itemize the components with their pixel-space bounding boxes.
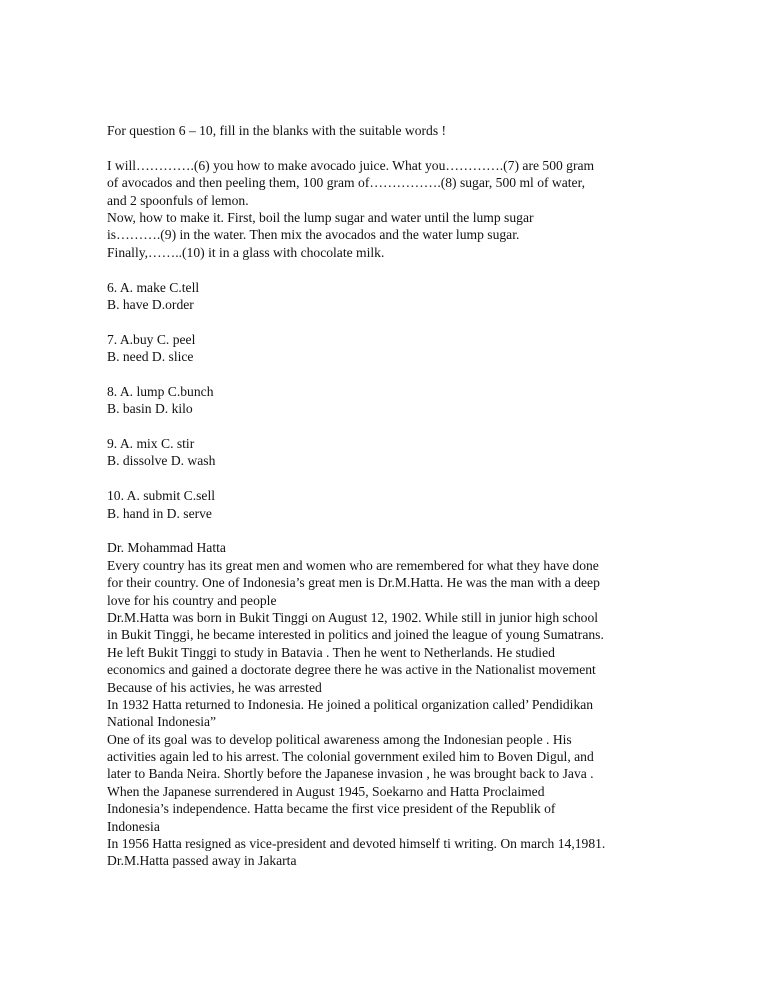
article-line: Dr.M.Hatta passed away in Jakarta — [107, 853, 297, 869]
instruction-text: For question 6 – 10, fill in the blanks with the suitable words ! — [107, 123, 447, 138]
article-line: One of its goal was to develop political awareness among the Indonesian people . His — [107, 731, 572, 747]
passage-line: of avocados and then peeling them, 100 gram of…………….(8) sugar, 500 ml of water, — [107, 175, 585, 191]
cloze-passage — [107, 157, 687, 261]
article-line: love for his country and people — [107, 592, 277, 608]
question-options-line: 7. A.buy C. peel — [107, 331, 196, 347]
article-line: In 1956 Hatta resigned as vice-president and devoted himself ti writing. On march 14,1981. — [107, 836, 606, 852]
question-options-line: 6. A. make C.tell — [107, 279, 200, 295]
article-line: When the Japanese surrendered in August 1945, Soekarno and Hatta Proclaimed — [107, 783, 545, 799]
question-options-line: 10. A. submit C.sell — [107, 488, 216, 504]
spacer — [107, 365, 687, 382]
question-options-line: B. hand in D. serve — [107, 505, 212, 521]
spacer — [107, 522, 687, 539]
article-line: In 1932 Hatta returned to Indonesia. He joined a political organization called’ Pendidikan — [107, 696, 594, 712]
passage-line: Finally,……..(10) it in a glass with chocolate milk. — [107, 244, 385, 260]
question-9 — [107, 435, 687, 470]
article-title: Dr. Mohammad Hatta — [107, 540, 226, 556]
question-options-line: B. dissolve D. wash — [107, 453, 216, 469]
question-options-line: B. basin D. kilo — [107, 401, 193, 417]
spacer — [107, 139, 687, 156]
article-line: Indonesia — [107, 818, 160, 834]
question-10 — [107, 487, 687, 522]
article-line: later to Banda Neira. Shortly before the Japanese invasion , he was brought back to Java . — [107, 766, 594, 782]
question-options-line: B. need D. slice — [107, 349, 194, 365]
question-options-line: B. have D.order — [107, 296, 194, 312]
spacer — [107, 470, 687, 487]
passage-line: and 2 spoonfuls of lemon. — [107, 192, 249, 208]
spacer — [107, 313, 687, 330]
passage-line: I will………….(6) you how to make avocado juice. What you………….(7) are 500 gram — [107, 157, 595, 173]
question-6 — [107, 279, 687, 314]
question-8 — [107, 383, 687, 418]
question-options-line: 9. A. mix C. stir — [107, 436, 195, 452]
spacer — [107, 261, 687, 278]
article-line: economics and gained a doctorate degree there he was active in the Nationalist movement — [107, 662, 596, 678]
question-options-line: 8. A. lump C.bunch — [107, 383, 214, 399]
article-line: Because of his activies, he was arrested — [107, 679, 322, 695]
article — [107, 539, 687, 869]
article-line: activities again led to his arrest. The colonial government exiled him to Boven Digul, and — [107, 749, 594, 765]
article-line: for their country. One of Indonesia’s great men is Dr.M.Hatta. He was the man with a deep — [107, 575, 600, 591]
article-line: Dr.M.Hatta was born in Bukit Tinggi on August 12, 1902. While still in junior high school — [107, 609, 599, 625]
spacer — [107, 418, 687, 435]
passage-line: Now, how to make it. First, boil the lump sugar and water until the lump sugar — [107, 209, 534, 225]
article-line: Every country has its great men and women who are remembered for what they have done — [107, 557, 599, 573]
question-7 — [107, 331, 687, 366]
document-content — [107, 122, 687, 870]
article-line: in Bukit Tinggi, he became interested in politics and joined the league of young Sumatrans. — [107, 627, 604, 643]
passage-line: is……….(9) in the water. Then mix the avocados and the water lump sugar. — [107, 227, 520, 243]
article-line: Indonesia’s independence. Hatta became the first vice president of the Republik of — [107, 801, 556, 817]
article-line: National Indonesia” — [107, 714, 217, 730]
article-line: He left Bukit Tinggi to study in Batavia . Then he went to Netherlands. He studied — [107, 644, 555, 660]
